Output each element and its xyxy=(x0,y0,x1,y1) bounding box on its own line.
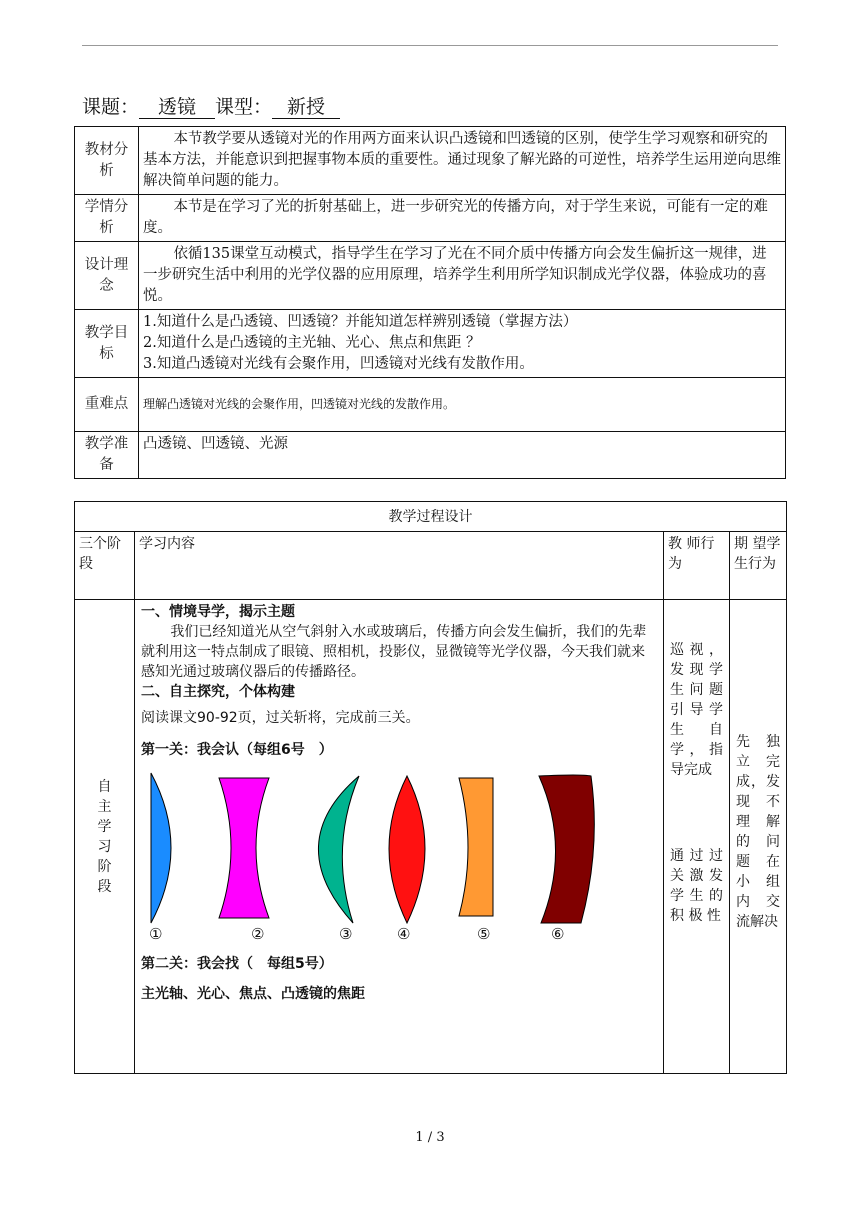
process-header-row xyxy=(75,532,787,600)
goal-line: 3.知道凸透镜对光线有会聚作用，凹透镜对光线有发散作用。 xyxy=(143,356,534,372)
teacher-text-1: 巡视，发 现 学 生问题 引 导 学 生自学，指 导完成 xyxy=(670,642,723,778)
process-title-row xyxy=(75,502,787,532)
lens-number: ① xyxy=(149,925,163,943)
student-cell xyxy=(730,600,787,1074)
lens-number: ② xyxy=(251,925,265,943)
info-row-students xyxy=(75,195,786,242)
teacher-text-2: 通 过 过 关 激 发 学 生 的 积 极 性 xyxy=(670,848,723,924)
stage-label: 自主学习阶段 xyxy=(75,600,135,1074)
lens-2-biconcave xyxy=(219,778,269,918)
read-instruction: 阅读课文90-92页，过关斩将，完成前三关。 xyxy=(141,710,420,726)
col-content: 学习内容 xyxy=(135,532,664,600)
section1-text: 我们已经知道光从空气斜射入水或玻璃后，传播方向会发生偏折，我们的先辈就利用这一特点制成了眼镜、照相机，投影仪，显微镜等光学仪器，今天我们就来感知光通过玻璃仪器后的传播路径。 xyxy=(141,624,647,680)
page-number: 1 / 3 xyxy=(415,1130,445,1145)
process-table xyxy=(74,501,787,1074)
goal-line: 2.知道什么是凸透镜的主光轴、光心、焦点和焦距 ？ xyxy=(143,335,481,351)
info-content: 本节是在学习了光的折射基础上，进一步研究光的传播方向，对于学生来说，可能有一定的难度。 xyxy=(139,195,786,242)
section2-title: 二、自主探究，个体构建 xyxy=(141,684,295,700)
col-stage: 三个阶段 xyxy=(75,532,135,600)
info-label: 学情分析 xyxy=(75,195,139,242)
lens-number: ⑤ xyxy=(477,925,491,943)
info-content xyxy=(139,310,786,378)
lens-6-concave-meniscus xyxy=(539,775,594,923)
header-rule xyxy=(82,45,778,46)
goal-line: 1.知道什么是凸透镜、凹透镜？并能知道怎样辨别透镜（掌握方法） xyxy=(143,314,578,330)
info-label: 教学准备 xyxy=(75,432,139,479)
topic-value: 透镜 xyxy=(139,96,215,119)
info-content: 理解凸透镜对光线的会聚作用，凹透镜对光线的发散作用。 xyxy=(139,378,786,432)
info-table xyxy=(74,126,786,479)
info-content: 依循135课堂互动模式，指导学生在学习了光在不同介质中传播方向会发生偏折这一规律，进一步研究生活中利用的光学仪器的应用原理，培养学生利用所学知识制成光学仪器，体验成功的喜悦。 xyxy=(139,242,786,310)
lens-number: ⑥ xyxy=(551,925,565,943)
process-body-row xyxy=(75,600,787,1074)
lens-5-plano-concave xyxy=(459,778,493,916)
level2-title: 第二关：我会找（ 每组5号） xyxy=(141,956,333,972)
section1-title: 一、情境导学，揭示主题 xyxy=(141,604,295,620)
type-value: 新授 xyxy=(272,96,340,119)
info-label: 教材分析 xyxy=(75,127,139,195)
lens-number: ④ xyxy=(397,925,411,943)
student-text: 先 独立完成，发 现不 理解 的问 题在 小组 内交 流解决 xyxy=(736,734,780,930)
lens-4-biconvex xyxy=(389,776,425,923)
info-row-design xyxy=(75,242,786,310)
content-cell xyxy=(135,600,664,1074)
info-row-textbook xyxy=(75,127,786,195)
col-student: 期 望学 生行为 xyxy=(730,532,787,600)
info-label: 设计理念 xyxy=(75,242,139,310)
info-content: 凸透镜、凹透镜、光源 xyxy=(139,432,786,479)
process-title: 教学过程设计 xyxy=(75,502,787,532)
info-label: 教学目标 xyxy=(75,310,139,378)
info-label: 重难点 xyxy=(75,378,139,432)
level1-title: 第一关：我会认（每组6号 ） xyxy=(141,742,333,758)
lens-svg xyxy=(141,768,641,928)
lens-3-meniscus xyxy=(318,776,359,923)
info-content: 本节教学要从透镜对光的作用两方面来认识凸透镜和凹透镜的区别，使学生学习观察和研究的基本方法，并能意识到把握事物本质的重要性。通过现象了解光路的可逆性，培养学生运用逆向思维解决简单问题的能力。 xyxy=(139,127,786,195)
level2-items: 主光轴、光心、焦点、凸透镜的焦距 xyxy=(141,986,365,1002)
info-row-prep xyxy=(75,432,786,479)
col-teacher: 教 师行为 xyxy=(664,532,730,600)
topic-label: 课题： xyxy=(82,96,140,118)
type-label: 课型： xyxy=(215,96,273,118)
info-row-keypoints xyxy=(75,378,786,432)
lens-figure xyxy=(141,768,657,918)
lens-number: ③ xyxy=(339,925,353,943)
info-row-goals xyxy=(75,310,786,378)
lesson-title-line xyxy=(82,92,340,119)
teacher-cell xyxy=(664,600,730,1074)
lens-number-row xyxy=(141,924,657,946)
lens-1-plano-convex xyxy=(151,773,171,923)
